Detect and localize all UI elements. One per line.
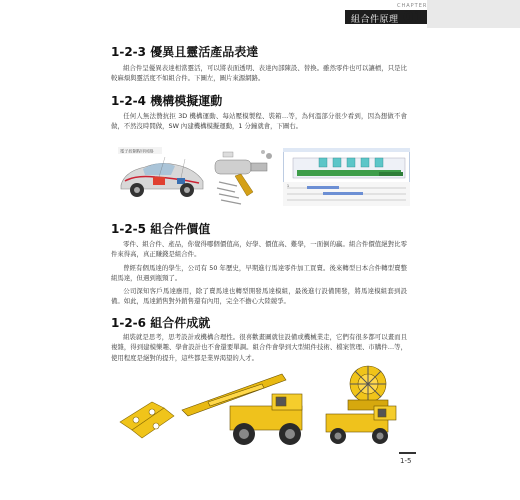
paragraph-text: 任何人無法贊抗拒 3D 機構運動、每站壓模製程、裝箱…等，為何溫部分很少看到，因為想做不會做，不然沒時間做，SW 內建機構模擬運動，1 分鐘就會，下圖右。 <box>111 112 407 131</box>
section-title-1-2-3: 1-2-3 優異且靈活產品表達 <box>111 45 259 59</box>
timeline-label: 1 <box>287 184 290 188</box>
section-1-2-5-paragraph-3 <box>111 286 407 307</box>
chapter-number: 01 <box>403 8 424 26</box>
paragraph-text: 零件、組合件、產品，你覺得哪個價值高，好學、價值高、難學，一面倒的贏。組合件價值絕對比零件來得高，真正賺錢是組合件。 <box>111 240 407 259</box>
section-1-2-5-paragraph-1 <box>111 239 407 260</box>
mining-machinery-figure <box>112 362 412 450</box>
page-number: 1-5 <box>400 457 412 465</box>
header-tab <box>427 0 520 28</box>
chapter-title: 組合件原理 <box>351 15 399 25</box>
section-1-2-3-paragraph <box>111 63 407 84</box>
car-cutaway-figure <box>115 147 210 205</box>
mechanism-simulation-figure <box>283 148 410 206</box>
footer-rule <box>399 452 416 454</box>
chapter-label: CHAPTER <box>397 3 428 9</box>
car-figure-caption: 電子控制程序回路 <box>120 148 154 154</box>
paragraph-text: 組合件呈優異表達相當靈活，可以將表面透明、表達內部陳設、替換。雖然零件也可以讓槓，只是比較麻煩與靈活度不如組合件。下圖左，圖片來源網路。 <box>111 64 407 83</box>
paragraph-text: 組裝就是思考，思考設計或機構合理性。很喜歡畫圖就往設備或機械業走，它們有很多都可以畫而且複雜，得到建模樂趣、學會設計也不會還要單調。組合件會學到大型組件技術、檔案管理、市購件…等，使用程度是絕對的提升，這些都是業界渴望的人才。 <box>111 333 407 362</box>
section-title-1-2-5: 1-2-5 組合件價值 <box>111 222 211 236</box>
section-title-1-2-4: 1-2-4 機構模擬運動 <box>111 94 223 108</box>
exploded-tool-figure <box>211 148 277 206</box>
section-title-1-2-6: 1-2-6 組合件成就 <box>111 316 211 330</box>
section-1-2-4-paragraph <box>111 111 407 132</box>
paragraph-text: 曾經有個馬達的學生，公司有 50 年歷史，早期進行馬達零件加工買賣。後來轉型日本合件轉型賣整組馬達，但遇到瓶頸了。 <box>111 264 407 283</box>
section-1-2-6-paragraph <box>111 332 407 363</box>
section-1-2-5-paragraph-2 <box>111 263 407 284</box>
paragraph-text: 公司深知客戶馬達應用，除了賣馬達也轉型開發馬達模組，最後進行設備開發，將馬達模組套到設備。如此，馬達銷售對外銷售還有內用，完全不擔心大陸競爭。 <box>111 287 407 306</box>
